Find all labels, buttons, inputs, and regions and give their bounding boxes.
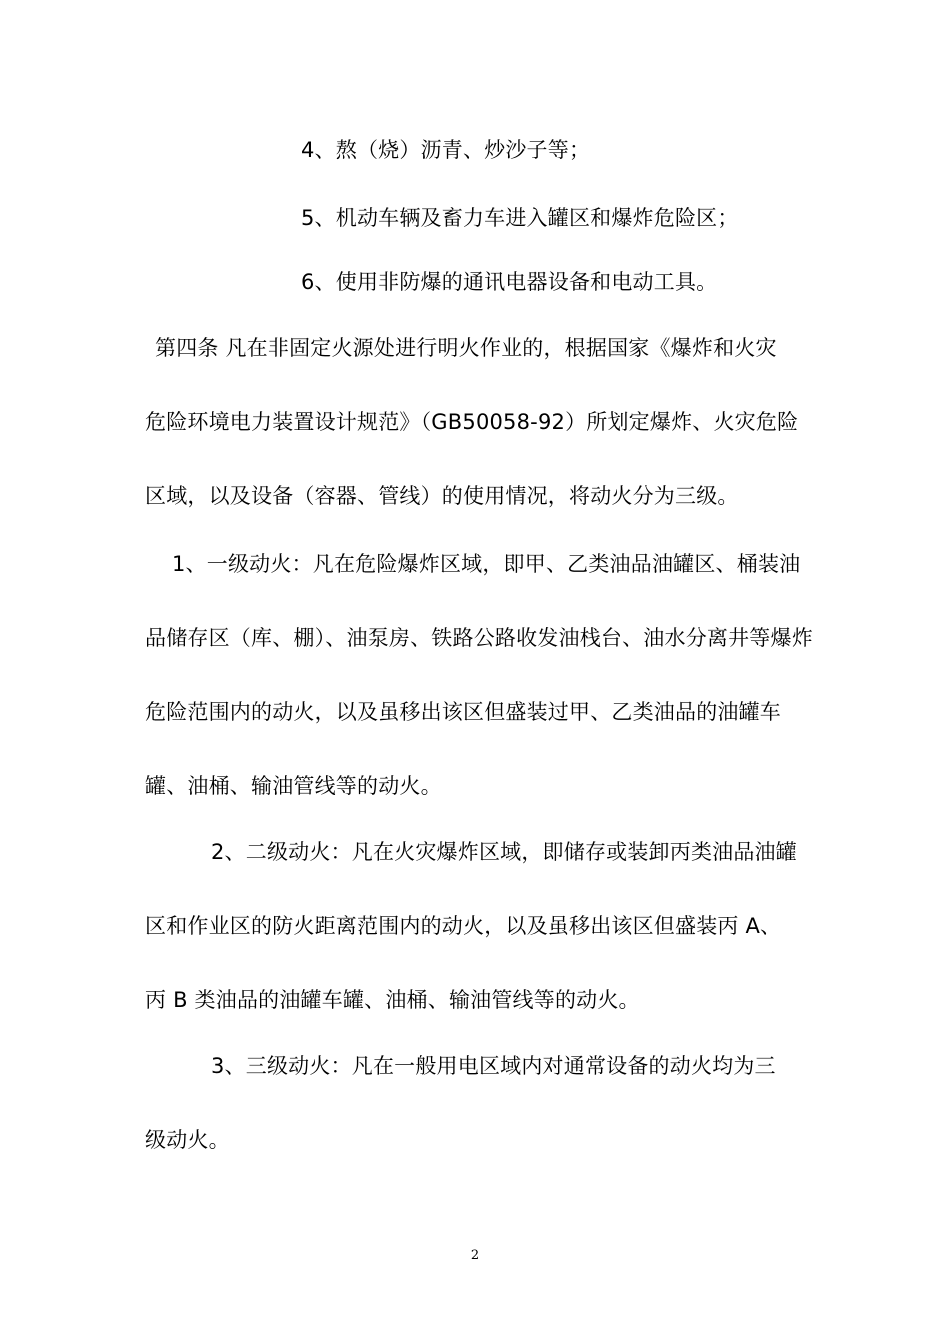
page-number: 2 [470,1248,480,1263]
level-1-line-3: 危险范围内的动火，以及虽移出该区但盛装过甲、乙类油品的油罐车 [145,700,781,724]
level-2-line-3: 丙 B 类油品的油罐车罐、油桶、输油管线等的动火。 [145,988,640,1012]
level-1-line-4: 罐、油桶、输油管线等的动火。 [145,774,442,798]
level-2-line-1: 2、二级动火：凡在火灾爆炸区域，即储存或装卸丙类油品油罐 [211,840,797,864]
list-item-6: 6、使用非防爆的通讯电器设备和电动工具。 [301,270,718,294]
level-1-line-1: 1、一级动火：凡在危险爆炸区域，即甲、乙类油品油罐区、桶装油 [172,552,801,576]
level-3-line-1: 3、三级动火：凡在一般用电区域内对通常设备的动火均为三 [211,1054,776,1078]
level-1-line-2: 品储存区（库、棚）、油泵房、铁路公路收发油栈台、油水分离井等爆炸 [145,626,813,650]
level-2-line-2: 区和作业区的防火距离范围内的动火，以及虽移出该区但盛装丙 A、 [145,914,782,938]
article-4-line-2: 危险环境电力装置设计规范》（GB50058-92）所划定爆炸、火灾危险 [145,410,799,434]
article-4-line-1: 第四条 凡在非固定火源处进行明火作业的，根据国家《爆炸和火灾 [155,336,777,360]
level-3-line-2: 级动火。 [145,1128,230,1152]
list-item-4: 4、熬（烧）沥青、炒沙子等； [301,138,591,162]
list-item-5: 5、机动车辆及畜力车进入罐区和爆炸危险区； [301,206,739,230]
article-4-line-3: 区域，以及设备（容器、管线）的使用情况，将动火分为三级。 [145,484,739,508]
